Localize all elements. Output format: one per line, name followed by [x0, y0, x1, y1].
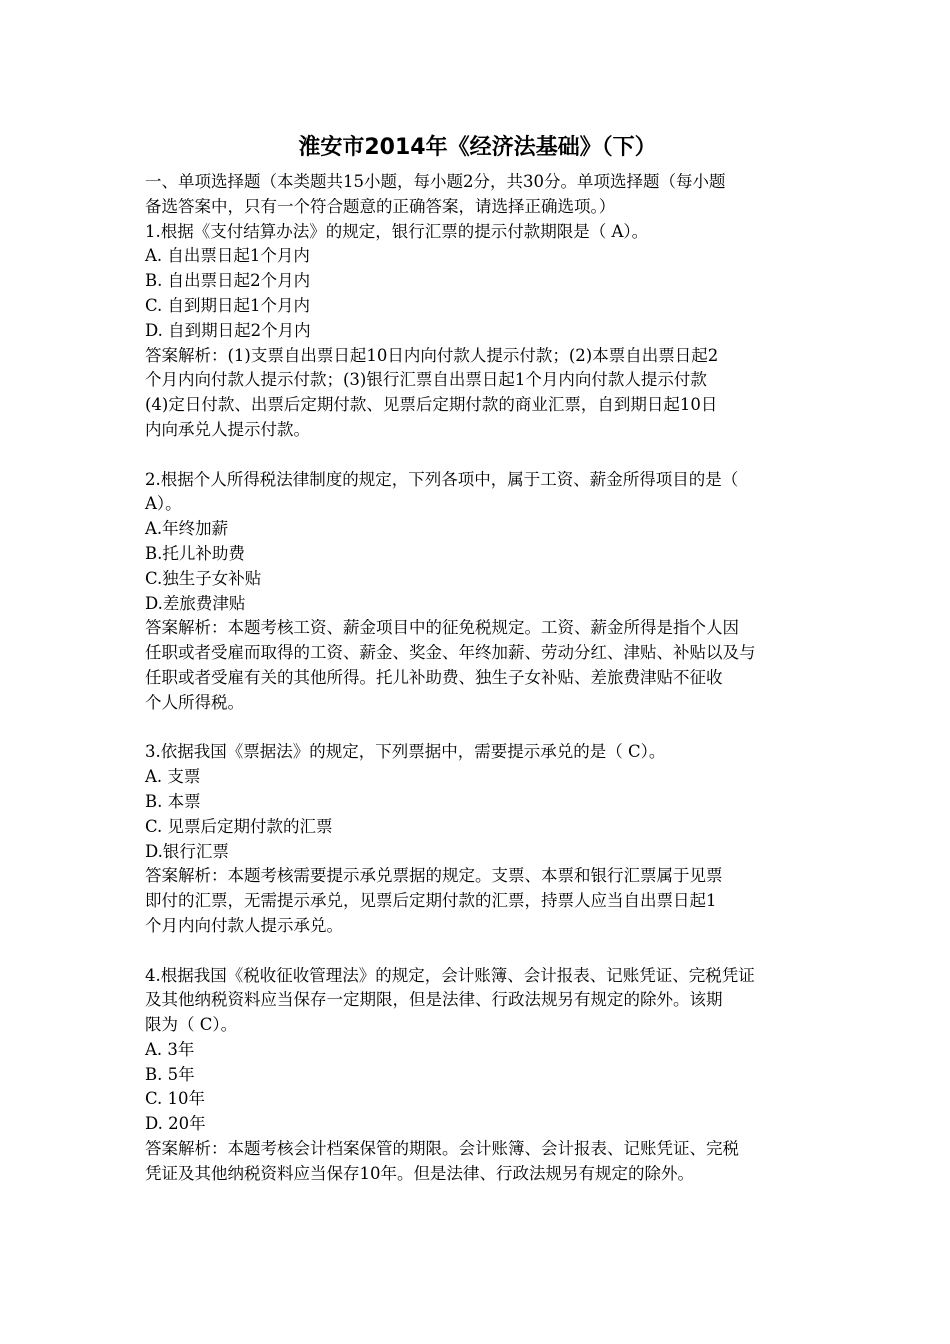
option-b: B. 5年 [145, 1064, 195, 1084]
answer-explanation: 答案解析：本题考核需要提示承兑票据的规定。支票、本票和银行汇票属于见票 [145, 866, 723, 886]
answer-explanation: 即付的汇票，无需提示承兑，见票后定期付款的汇票，持票人应当自出票日起1 [145, 891, 717, 911]
paragraph-gap [145, 716, 810, 741]
question-stem: 4.根据我国《税收征收管理法》的规定，会计账簿、会计报表、记账凭证、完税凭证 [145, 965, 755, 985]
option-c: C.独生子女补贴 [145, 568, 262, 588]
answer-explanation: 任职或者受雇有关的其他所得。托儿补助费、独生子女补贴、差旅费津贴不征收 [145, 667, 723, 687]
option-d: D. 自到期日起2个月内 [145, 320, 311, 340]
question-1 [145, 220, 810, 443]
option-c: C. 自到期日起1个月内 [145, 295, 311, 315]
question-4 [145, 964, 810, 1187]
option-d: D.差旅费津贴 [145, 593, 246, 613]
option-d: D.银行汇票 [145, 841, 229, 861]
question-stem: A）。 [145, 494, 182, 514]
option-c: C. 见票后定期付款的汇票 [145, 816, 333, 836]
question-2 [145, 468, 810, 716]
option-b: B. 自出票日起2个月内 [145, 271, 311, 291]
question-stem: 及其他纳税资料应当保存一定期限，但是法律、行政法规另有规定的除外。该期 [145, 990, 723, 1010]
answer-explanation: (4)定日付款、出票后定期付款、见票后定期付款的商业汇票，自到期日起10日 [145, 395, 718, 415]
option-b: B.托儿补助费 [145, 543, 245, 563]
question-stem: 限为（ C）。 [145, 1015, 238, 1035]
answer-explanation: 答案解析：本题考核工资、薪金项目中的征免税规定。工资、薪金所得是指个人因 [145, 618, 739, 638]
option-a: A. 3年 [145, 1039, 195, 1059]
answer-explanation: 个人所得税。 [145, 692, 244, 712]
section-intro [145, 170, 810, 220]
answer-explanation: 凭证及其他纳税资料应当保存10年。但是法律、行政法规另有规定的除外。 [145, 1163, 694, 1183]
option-d: D. 20年 [145, 1114, 206, 1134]
option-a: A.年终加薪 [145, 519, 229, 539]
option-a: A. 自出票日起1个月内 [145, 246, 310, 266]
answer-explanation: 答案解析：本题考核会计档案保管的期限。会计账簿、会计报表、记账凭证、完税 [145, 1139, 739, 1159]
paragraph-gap [145, 939, 810, 964]
paragraph-gap [145, 443, 810, 468]
option-c: C. 10年 [145, 1089, 206, 1109]
intro-line: 一、单项选择题（本类题共15小题，每小题2分，共30分。单项选择题（每小题 [145, 172, 726, 191]
question-stem: 2.根据个人所得税法律制度的规定，下列各项中，属于工资、薪金所得项目的是（ [145, 469, 739, 489]
question-stem: 1.根据《支付结算办法》的规定，银行汇票的提示付款期限是（ A）。 [145, 221, 649, 241]
question-stem: 3.依据我国《票据法》的规定，下列票据中，需要提示承兑的是（ C）。 [145, 742, 666, 762]
page-title: 淮安市2014年《经济法基础》（下） [298, 135, 657, 160]
answer-explanation: 答案解析：(1)支票自出票日起10日内向付款人提示付款；(2)本票自出票日起2 [145, 345, 719, 365]
intro-line: 备选答案中，只有一个符合题意的正确答案，请选择正确选项。） [145, 196, 616, 216]
answer-explanation: 个月内向付款人提示承兑。 [145, 915, 343, 935]
answer-explanation: 任职或者受雇而取得的工资、薪金、奖金、年终加薪、劳动分红、津贴、补贴以及与 [145, 643, 756, 663]
option-a: A. 支票 [145, 767, 201, 787]
answer-explanation: 内向承兑人提示付款。 [145, 419, 310, 439]
question-3 [145, 740, 810, 938]
option-b: B. 本票 [145, 791, 201, 811]
answer-explanation: 个月内向付款人提示付款；(3)银行汇票自出票日起1个月内向付款人提示付款 [145, 370, 707, 390]
